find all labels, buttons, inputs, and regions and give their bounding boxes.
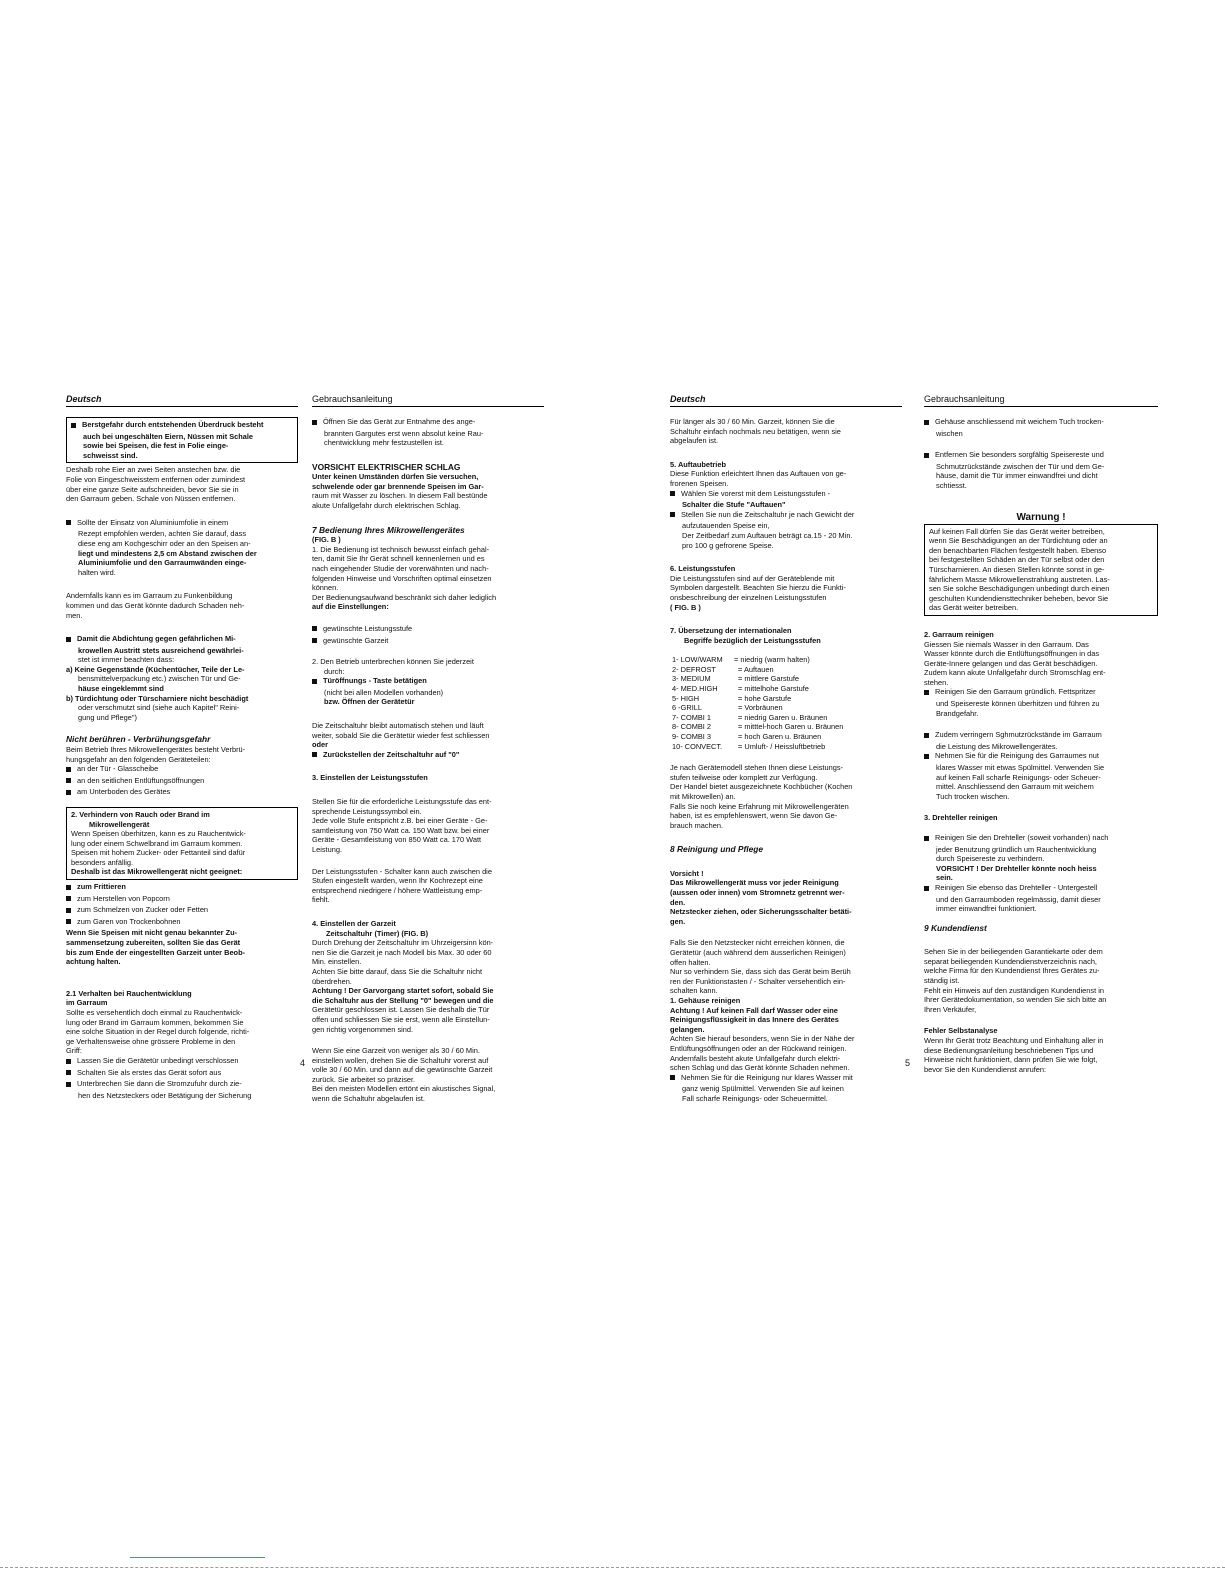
paragraph: Durch Drehung der Zeitschaltuhr im Uhrzeigersinn kön- nen Sie die Garzeit je nach Modell bis Max. 30 oder 60 Min. einstellen. Achten Sie bitte darauf, dass Sie die Schaltuhr nicht überdrehen. xyxy=(312,938,494,986)
section-heading: Fehler Selbstanalyse xyxy=(924,1026,998,1036)
table-row: 3- MEDIUM = mittlere Garstufe xyxy=(672,674,799,684)
bullet-square-icon xyxy=(312,752,317,757)
bullet-square-icon xyxy=(924,886,929,891)
warning-box-smoke: 2. Verhindern von Rauch oder Brand im Mikrowellengerät Wenn Speisen überhitzen, kann es zu Rauchentwick- lung oder einem Schwelbrand im Garraum kommen. Speisen mit hohem Zucker- oder Fettanteil sind dafür besonders anfällig. Deshalb ist das Mikrowellengerät nicht geeignet: xyxy=(66,807,298,880)
column-header: Deutsch xyxy=(670,393,902,407)
bullet-square-icon xyxy=(66,778,71,783)
paragraph: Wenn Sie eine Garzeit von weniger als 30 / 60 Min. einstellen wollen, drehen Sie die Schaltuhr vorerst auf volle 30 / 60 Min. und dann auf die gewünschte Garzeit zurück. Sie arbeitet so präziser. Bei den meisten Modellen ertönt ein akustisches Signal, wenn die Schaltuhr abgelaufen ist. xyxy=(312,1046,496,1104)
list-item-b: b) Türdichtung oder Türscharniere nicht beschädigt oder verschmutzt sind (siehe auch Kapitel" Reini- gung und Pflege") xyxy=(66,693,249,722)
page5-column-left xyxy=(670,393,902,1104)
paragraph: Achtung ! Auf keinen Fall darf Wasser oder eine Reinigungsflüssigkeit in das Innere des Gerätes gelangen. xyxy=(670,1005,839,1034)
paragraph: Sollte es versehentlich doch einmal zu Rauchentwick- lung oder Brand im Garraum kommen, bekommen Sie eine solche Situation in der Regel durch folgende, richti- ge Verhaltensweise ohne grössere Probleme in den Griff: xyxy=(66,1008,250,1056)
section-heading: 2.1 Verhalten bei Rauchentwicklung im Garraum xyxy=(66,988,192,1008)
paragraph: Andernfalls kann es im Garraum zu Funkenbildung kommen und das Gerät könnte dadurch Schaden neh- men. xyxy=(66,591,245,620)
bullet-square-icon xyxy=(66,1059,71,1064)
section-heading: 5. Auftaubetrieb xyxy=(670,459,726,469)
bullet-square-icon xyxy=(670,1075,675,1080)
bullet-list: Lassen Sie die Gerätetür unbedingt verschlossen Schalten Sie als erstes das Gerät sofort aus Unterbrechen Sie dann die Stromzufuhr durch zie- hen des Netzsteckers oder Betätigung der Sicherung xyxy=(66,1056,298,1100)
bullet-square-icon xyxy=(924,836,929,841)
page-number-4: 4 xyxy=(300,1058,306,1068)
paragraph: Unter keinen Umständen dürfen Sie versuchen, schwelende oder gar brennende Speisen im Gar- raum mit Wasser zu löschen. In diesem Fall bestünde akute Unfallgefahr durch elektrischen Schlag. xyxy=(312,472,488,511)
list-item-seal: Damit die Abdichtung gegen gefährlichen Mi- krowellen Austritt stets ausreichend gewährlei- stet ist immer beachten dass: xyxy=(66,634,298,665)
bullet-square-icon xyxy=(66,790,71,795)
paragraph: Diese Funktion erleichtert Ihnen das Auftauen von ge- frorenen Speisen. xyxy=(670,469,847,488)
power-level-table xyxy=(672,655,902,751)
paragraph: 2. Den Betrieb unterbrechen können Sie jederzeit durch: xyxy=(312,657,474,676)
bullet-square-icon xyxy=(66,767,71,772)
paragraph: Für länger als 30 / 60 Min. Garzeit, können Sie die Schaltuhr einfach nochmals neu betätigen, wenn sie abgelaufen ist. xyxy=(670,417,841,446)
link-underline xyxy=(130,1557,265,1558)
bullet-square-icon xyxy=(312,420,317,425)
bullet-square-icon xyxy=(924,733,929,738)
list-item: Türöffnungs - Taste betätigen (nicht bei allen Modellen vorhanden) bzw. Öffnen der Gerätetür xyxy=(312,676,544,707)
list-item: Entfernen Sie besonders sorgfältig Speisereste und Schmutzrückstände zwischen der Tür und dem Ge- häuse, damit die Tür immer einwandfrei und dicht schtiesst. xyxy=(924,450,1158,490)
paragraph: Je nach Gerätemodell stehen Ihnen diese Leistungs- stufen teilweise oder komplett zur Verfügung. Der Handel bietet ausgezeichnete Kochbücher (Kochen mit Mikrowellen) an. Falls Sie noch keine Erfahrung mit Mikrowellengeräten haben, ist es empfehlenswert, wenn Sie davon Ge- brauch machen. xyxy=(670,763,853,830)
bullet-square-icon xyxy=(924,453,929,458)
table-row: 10- CONVECT. = Umluft- / Heissluftbetrieb xyxy=(672,741,826,751)
list-item-a: a) Keine Gegenstände (Küchentücher, Teile der Le- bensmittelverpackung etc.) zwischen Tür und Ge- häuse eingeklemmt sind xyxy=(66,664,245,694)
table-row: 2- DEFROST = Auftauen xyxy=(672,664,774,674)
list-item-aluminium: Sollte der Einsatz von Aluminiumfolie in einem Rezept empfohlen werden, achten Sie darauf, dass diese eng am Kochgeschirr oder an den Speisen an- liegt und mindestens 2,5 cm Abstand zwischen der Aluminiumfolie und den Garraumwänden einge- halten wird. xyxy=(66,518,298,578)
column-header: Gebrauchsanleitung xyxy=(312,393,544,407)
list-item: Gehäuse anschliessend mit weichem Tuch trocken- wischen xyxy=(924,417,1158,438)
section-heading: 9 Kundendienst xyxy=(924,922,987,933)
section-heading: VORSICHT ELEKTRISCHER SCHLAG xyxy=(312,461,461,472)
warning-title: Warnung ! xyxy=(1016,511,1066,523)
bullet-square-icon xyxy=(924,754,929,759)
paragraph: Die Zeitschaltuhr bleibt automatisch stehen und läuft weiter, sobald Sie die Gerätetür wieder fest schliessen oder xyxy=(312,721,490,750)
list-item: Öffnen Sie das Gerät zur Entnahme des ange- brannten Gargutes erst wenn absolut keine Rau- chentwicklung mehr festzustellen ist. xyxy=(312,417,544,448)
table-row: 9- COMBI 3 = hoch Garen u. Bräunen xyxy=(672,732,822,742)
page-number-5: 5 xyxy=(905,1058,911,1068)
warning-box-bursting: Berstgefahr durch entstehenden Überdruck besteht auch bei ungeschälten Eiern, Nüssen mit Schale sowie bei Speisen, die fest in Folie einge- schweisst sind. xyxy=(66,417,298,463)
bullet-square-icon xyxy=(312,638,317,643)
list-item: Reinigen Sie den Garraum gründlich. Fettspritzer und Speisereste können überhitzen und führen zu Brandgefahr. xyxy=(924,687,1158,718)
section-heading: 1. Gehäuse reinigen xyxy=(670,996,741,1005)
paragraph: Die Leistungsstufen sind auf der Geräteblende mit Symbolen dargestellt. Beachten Sie hierzu die Funkti- onsbeschreibung der einzelnen Leistungsstufen ( FIG. B ) xyxy=(670,573,846,612)
paragraph: Achtung ! Der Garvorgang startet sofort, sobald Sie die Schaltuhr aus der Stellung "0" bewegen und die Gerätetür geschlossen ist. Lassen Sie deshalb die Tür offen und schliessen Sie sie erst, wenn alle Einstellun- gen richtig vorgenommen sind. xyxy=(312,986,494,1034)
bullet-square-icon xyxy=(71,423,76,428)
paragraph: Der Leistungsstufen - Schalter kann auch zwischen die Stufen eingestellt warden, wenn Ihr Kochrezept eine entsprechend niedrigere / höhere Wattleistung emp- fiehlt. xyxy=(312,866,492,905)
section-heading: 8 Reinigung und Pflege xyxy=(670,844,764,855)
paragraph: Stellen Sie für die erforderliche Leistungsstufe das ent- sprechende Leistungssymbol ein. Jede volle Stufe entspricht z.B. bei einer Geräte - Ge- samtleistung von 750 Watt ca. 150 Watt bzw. bei einer Geräte - Gesamtleistung von 850 Watt ca. 170 Watt Leistung. xyxy=(312,797,492,854)
warning-box-damage: Auf keinen Fall dürfen Sie das Gerät weiter betreiben, wenn Sie Beschädigungen an der Türdichtung oder an den benachbarten Flächen festgestellt haben. Ebenso bei festgestellten Schäden an der Tür selbst oder den Türscharnieren. An diesen Stellen könnte sonst in ge- fährlichem Masse Mikrowellenstrahlung austreten. Las- sen Sie solche Beschädigungen unbedingt durch einen geschulten Kundendiensttechniker beheben, bevor Sie das Gerät weiter betreiben. xyxy=(924,524,1158,616)
paragraph: Deshalb rohe Eier an zwei Seiten anstechen bzw. die Folie von Eingeschweisstem entfernen oder zumindest über eine ganze Seite aufschneiden, bevor Sie sie in den Garraum geben. Schale von Nüssen entfernen. xyxy=(66,465,246,504)
bullet-list: Wählen Sie vorerst mit dem Leistungsstufen - Schalter die Stufe "Auftauen" Stellen Sie nun die Zeitschaltuhr je nach Gewicht der aufzutauenden Speise ein, Der Zeitbedarf zum Auftauen beträgt ca.15 - 20 Min. pro 100 g gefrorene Speise. xyxy=(670,489,902,551)
bullet-square-icon xyxy=(312,626,317,631)
bullet-square-icon xyxy=(66,520,71,525)
list-item: Nehmen Sie für die Reinigung nur klares Wasser mit ganz wenig Spülmittel. Verwenden Sie auf keinen Fall scharfe Reinigungs- oder Scheuermittel. xyxy=(670,1073,902,1104)
list-item: Reinigen Sie ebenso das Drehteller - Untergestell und den Garraumboden regelmässig, damit dieser immer einwandfrei funktioniert. xyxy=(924,883,1158,914)
paragraph: Vorsicht ! Das Mikrowellengerät muss vor jeder Reinigung (aussen oder innen) vom Stromnetz getrennt wer- den. Netzstecker ziehen, oder Sicherungsschalter betäti- gen. xyxy=(670,868,852,926)
column-header: Gebrauchsanleitung xyxy=(924,393,1158,407)
page-bottom-rule xyxy=(0,1567,1225,1568)
list-item: Zudem verringern Sghmutzrückstände im Garraum die Leistung des Mikrowellengerätes. xyxy=(924,730,1158,751)
figure-reference: (FIG. B ) xyxy=(312,535,341,545)
bullet-list: gewünschte Leistungsstufe gewünschte Garzeit xyxy=(312,624,544,645)
bullet-square-icon xyxy=(924,420,929,425)
bullet-square-icon xyxy=(66,919,71,924)
section-heading: 6. Leistungsstufen xyxy=(670,564,736,574)
list-item: Zurückstellen der Zeitschaltuhr auf "0" xyxy=(312,750,544,760)
bullet-square-icon xyxy=(312,679,317,684)
page5-column-right xyxy=(924,393,1158,1074)
bullet-square-icon xyxy=(66,885,71,890)
table-row: 7- COMBI 1 = niedrig Garen u. Bräunen xyxy=(672,712,828,722)
bullet-square-icon xyxy=(66,896,71,901)
bullet-list: zum Frittieren zum Herstellen von Popcorn zum Schmelzen von Zucker oder Fetten zum Garen von Trockenbohnen xyxy=(66,882,298,926)
page4-column-left xyxy=(66,393,298,1100)
list-item: Nehmen Sie für die Reinigung des Garraumes nut klares Wasser mit etwas Spülmittel. Verwenden Sie auf keinen Fall scharfe Reinigungs- oder Scheuer- mittel. Anschliessend den Garraum mit weichem Tuch trocken wischen. xyxy=(924,751,1158,801)
section-heading: 4. Einstellen der Garzeit Zeitschaltuhr (Timer) (FIG. B) xyxy=(312,918,429,938)
section-heading: 2. Garraum reinigen xyxy=(924,629,994,639)
bullet-square-icon xyxy=(924,690,929,695)
bullet-square-icon xyxy=(66,1082,71,1087)
bullet-square-icon xyxy=(66,637,71,642)
table-row: 1- LOW/WARM = niedrig (warm halten) xyxy=(672,655,810,665)
section-heading: 7. Übersetzung der internationalen Begriffe bezüglich der Leistungsstufen xyxy=(670,626,821,645)
column-header: Deutsch xyxy=(66,393,298,407)
paragraph: Wenn Ihr Gerät trotz Beachtung und Einhaltung aller in diese Bedienungsanleitung beschriebenen Tips und Hinweise nicht funktioniert, dann prüfen Sie wie folgt, bevor Sie den Kundendienst anrufen: xyxy=(924,1036,1104,1074)
bullet-square-icon xyxy=(670,512,675,517)
paragraph: Giessen Sie niemals Wasser in den Garraum. Das Wasser könnte durch die Entlüftungsöffnungen in das Geräte-Innere gelangen und das Gerät beschädigen. Zudem kann akute Unfallgefahr durch Stromschlag ent- stehen. xyxy=(924,639,1106,687)
paragraph: Falls Sie den Netzstecker nicht erreichen können, die Gerätetür (auch während dem äusserlichen Reinigen) offen halten. Nur so verhindern Sie, dass sich das Gerät beim Berüh ren der Funktionstasten / - Schalter versehentlich ein- schalten kann. xyxy=(670,938,851,996)
table-row: 5- HIGH = hohe Garstufe xyxy=(672,693,792,703)
paragraph: Beim Betrieb Ihres Mikrowellengerätes besteht Verbrü- hungsgefahr an den folgenden Geräteteilen: xyxy=(66,744,246,764)
table-row: 6 -GRILL = Vorbräunen xyxy=(672,703,783,713)
table-row: 4- MED.HIGH = mittelhohe Garstufe xyxy=(672,684,809,694)
bullet-square-icon xyxy=(670,491,675,496)
paragraph: Sehen Sie in der beiliegenden Garantiekarte oder dem separat beiliegenden Kundendienstverzeichnis nach, welche Firma für den Kundendienst Ihres Gerätes zu- ständig ist. Fehlt ein Hinweis auf den zuständigen Kundendienst in Ihrer Gerätedokumentation, so wenden Sie sich bitte an Ihren Verkäufer, xyxy=(924,947,1107,1014)
section-heading: 3. Einstellen der Leistungsstufen xyxy=(312,773,428,783)
paragraph: Wenn Sie Speisen mit nicht genau bekannter Zu- sammensetzung zubereiten, sollten Sie das Gerät bis zum Ende der eingestellten Garzeit unter Beob- achtung halten. xyxy=(66,928,246,967)
page4-column-right xyxy=(312,393,544,1113)
bullet-square-icon xyxy=(66,1070,71,1075)
table-row: 8- COMBI 2 = mitttel-hoch Garen u. Bräunen xyxy=(672,722,844,732)
section-heading: 7 Bedienung Ihres Mikrowellengerätes xyxy=(312,524,465,535)
section-heading: Nicht berühren - Verbrühungsgefahr xyxy=(66,734,211,745)
bullet-square-icon xyxy=(66,908,71,913)
bullet-list: an der Tür - Glasscheibe an den seitlichen Entlüftungsöffnungen am Unterboden des Gerätes xyxy=(66,764,298,797)
paragraph: 1. Die Bedienung ist technisch bewusst einfach gehal- ten, damit Sie Ihr Gerät schnell kennenlernen und es nach eingehender Studie der vorerwähnten und nach- folgenden Hinweise und Vorschriften optimal einsetzen können. Der Bedienungsaufwand beschränkt sich daher lediglich auf die Einstellungen: xyxy=(312,544,497,612)
section-heading: 3. Drehteller reinigen xyxy=(924,813,998,823)
list-item: Reinigen Sie den Drehteller (soweit vorhanden) nach jeder Benutzung gründlich um Rauchentwicklung durch Speisereste zu verhindern. VORSICHT ! Der Drehteller könnte noch heiss sein. xyxy=(924,833,1158,883)
paragraph: Achten Sie hierauf besonders, wenn Sie in der Nähe der Entlüftungsöffnungen oder an der Rückwand reinigen. Andernfalls besteht akute Unfallgefahr durch elektri- schen Schlag und das Gerät könnte Schaden nehmen. xyxy=(670,1034,855,1073)
